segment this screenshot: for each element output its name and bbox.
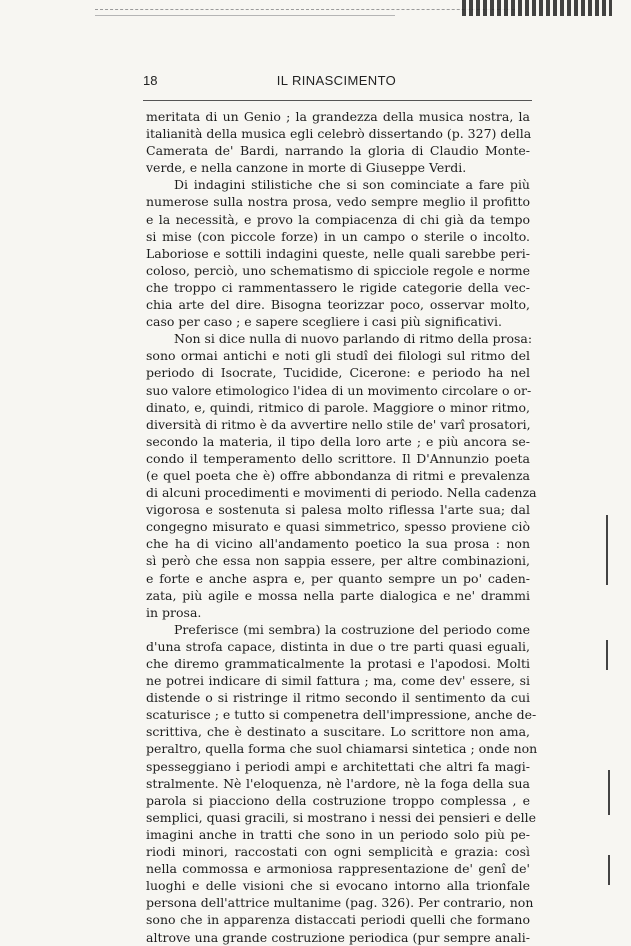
margin-mark [606,515,608,585]
text-line: stralmente. Nè l'eloquenza, nè l'ardore, nè la foga della sua [146,775,530,791]
text-line: e forte e anche aspra e, per quanto sempre un po' caden- [146,570,530,586]
header-rule [143,100,532,101]
text-line: condo il temperamento dello scrittore. Il D'Annunzio poeta [146,450,530,466]
top-scan-ornament [462,0,612,16]
text-line: ne potrei indicare di simil fattura ; ma, come dev' essere, si [146,673,530,689]
text-line: Camerata de' Bardi, narrando la gloria di Claudio Monte- [146,143,530,159]
text-line: zata, più agile e mossa nella parte dialogica e ne' drammi [146,587,530,603]
text-line: Di indagini stilistiche che si son cominciate a fare più [174,177,530,193]
text-line: parola si piacciono della costruzione troppo complessa , e [146,792,530,808]
running-title: IL RINASCIMENTO [276,73,397,88]
text-line: caso per caso ; e sapere scegliere i casi più significativi. [146,314,502,330]
text-line: che ha di vicino all'andamento poetico la sua prosa : non [146,536,530,552]
text-line: e la necessità, e provo la compiacenza di chi già da tempo [146,211,530,227]
text-line: sono che in apparenza distaccati periodi quelli che formano [146,912,530,928]
text-line: coloso, perciò, uno schematismo di spicciole regole e norme [146,262,530,278]
text-line: meritata di un Genio ; la grandezza della musica nostra, la [146,109,530,124]
text-line: Non si dice nulla di nuovo parlando di ritmo della prosa: [174,331,533,347]
body-text [146,108,538,946]
margin-mark [608,770,610,815]
text-line: scaturisce ; e tutto si compenetra dell'impressione, anche de- [146,707,537,723]
text-line: imagini anche in tratti che sono in un periodo solo più pe- [146,826,530,842]
text-line: di alcuni procedimenti e movimenti di periodo. Nella cadenza [146,485,537,501]
text-line: riodi minori, raccostati con ogni semplicità e grazia: così [146,844,530,860]
text-line: italianità della musica egli celebrò dissertando (p. 327) della [146,126,532,142]
text-line: numerose sulla nostra prosa, vedo sempre meglio il profitto [146,194,530,210]
margin-mark [606,640,608,670]
text-line: che troppo ci rammentassero le rigide categorie della vec- [146,279,530,295]
text-line: scrittiva, che è destinato a suscitare. Lo scrittore non ama, [146,724,530,740]
page-number: 18 [143,73,158,88]
text-line: peraltro, quella forma che suol chiamarsi sintetica ; onde non [146,741,538,757]
text-line: Preferisce (mi sembra) la costruzione del periodo come [174,621,530,637]
text-line: vigorosa e sostenuta si palesa molto riflessa l'arte sua; dal [146,502,530,518]
text-line: chia arte del dire. Bisogna teorizzar poco, osservar molto, [146,297,530,313]
text-line: semplici, quasi gracili, si mostrano i nessi dei pensieri e delle [146,809,537,825]
text-line: sono ormai antichi e noti gli studî dei filologi sul ritmo del [146,348,530,364]
text-line: luoghi e delle visioni che si evocano intorno alla trionfale [146,878,530,894]
text-line: congegno misurato e quasi simmetrico, spesso proviene ciò [146,519,530,535]
text-line: d'una strofa capace, distinta in due o tre parti quasi eguali, [146,638,530,654]
text-line: nella commossa e armoniosa rappresentazione de' genî de' [146,861,530,877]
text-line: Laboriose e sottili indagini queste, nelle quali sarebbe peri- [146,245,530,261]
text-line: suo valore etimologico l'idea di un movimento circolare o or- [146,382,532,398]
top-scan-rule-2 [95,15,395,16]
text-line: periodo di Isocrate, Tucidide, Cicerone: e periodo ha nel [146,365,530,381]
text-line: secondo la materia, il tipo della loro arte ; e più ancora se- [146,433,530,449]
text-line: si mise (con piccole forze) in un campo o sterile o incolto. [146,228,530,244]
text-line: che diremo grammaticalmente la protasi e l'apodosi. Molti [146,656,530,671]
text-line: dinato, e, quindi, ritmico di parole. Maggiore o minor ritmo, [146,399,530,415]
text-line: diversità di ritmo è da avvertire nello stile de' varî prosatori, [146,416,531,432]
text-line: verde, e nella canzone in morte di Giuseppe Verdi. [146,160,467,176]
text-line: sì però che essa non sappia essere, per altre combinazioni, [146,553,530,569]
text-line: distende o si ristringe il ritmo secondo il sentimento da cui [146,690,530,706]
text-line: persona dell'attrice multanime (pag. 326). Per contrario, non [146,895,534,911]
top-scan-rule [95,9,515,10]
page-header [143,73,530,91]
margin-mark [608,855,610,885]
text-line: in prosa. [146,604,202,620]
text-line: spesseggiano i periodi ampi e architettati che altri fa magi- [146,758,530,774]
text-line: (e quel poeta che è) offre abbondanza di ritmi e prevalenza [146,467,530,483]
text-line: altrove una grande costruzione periodica (pur sempre anali- [146,929,530,945]
